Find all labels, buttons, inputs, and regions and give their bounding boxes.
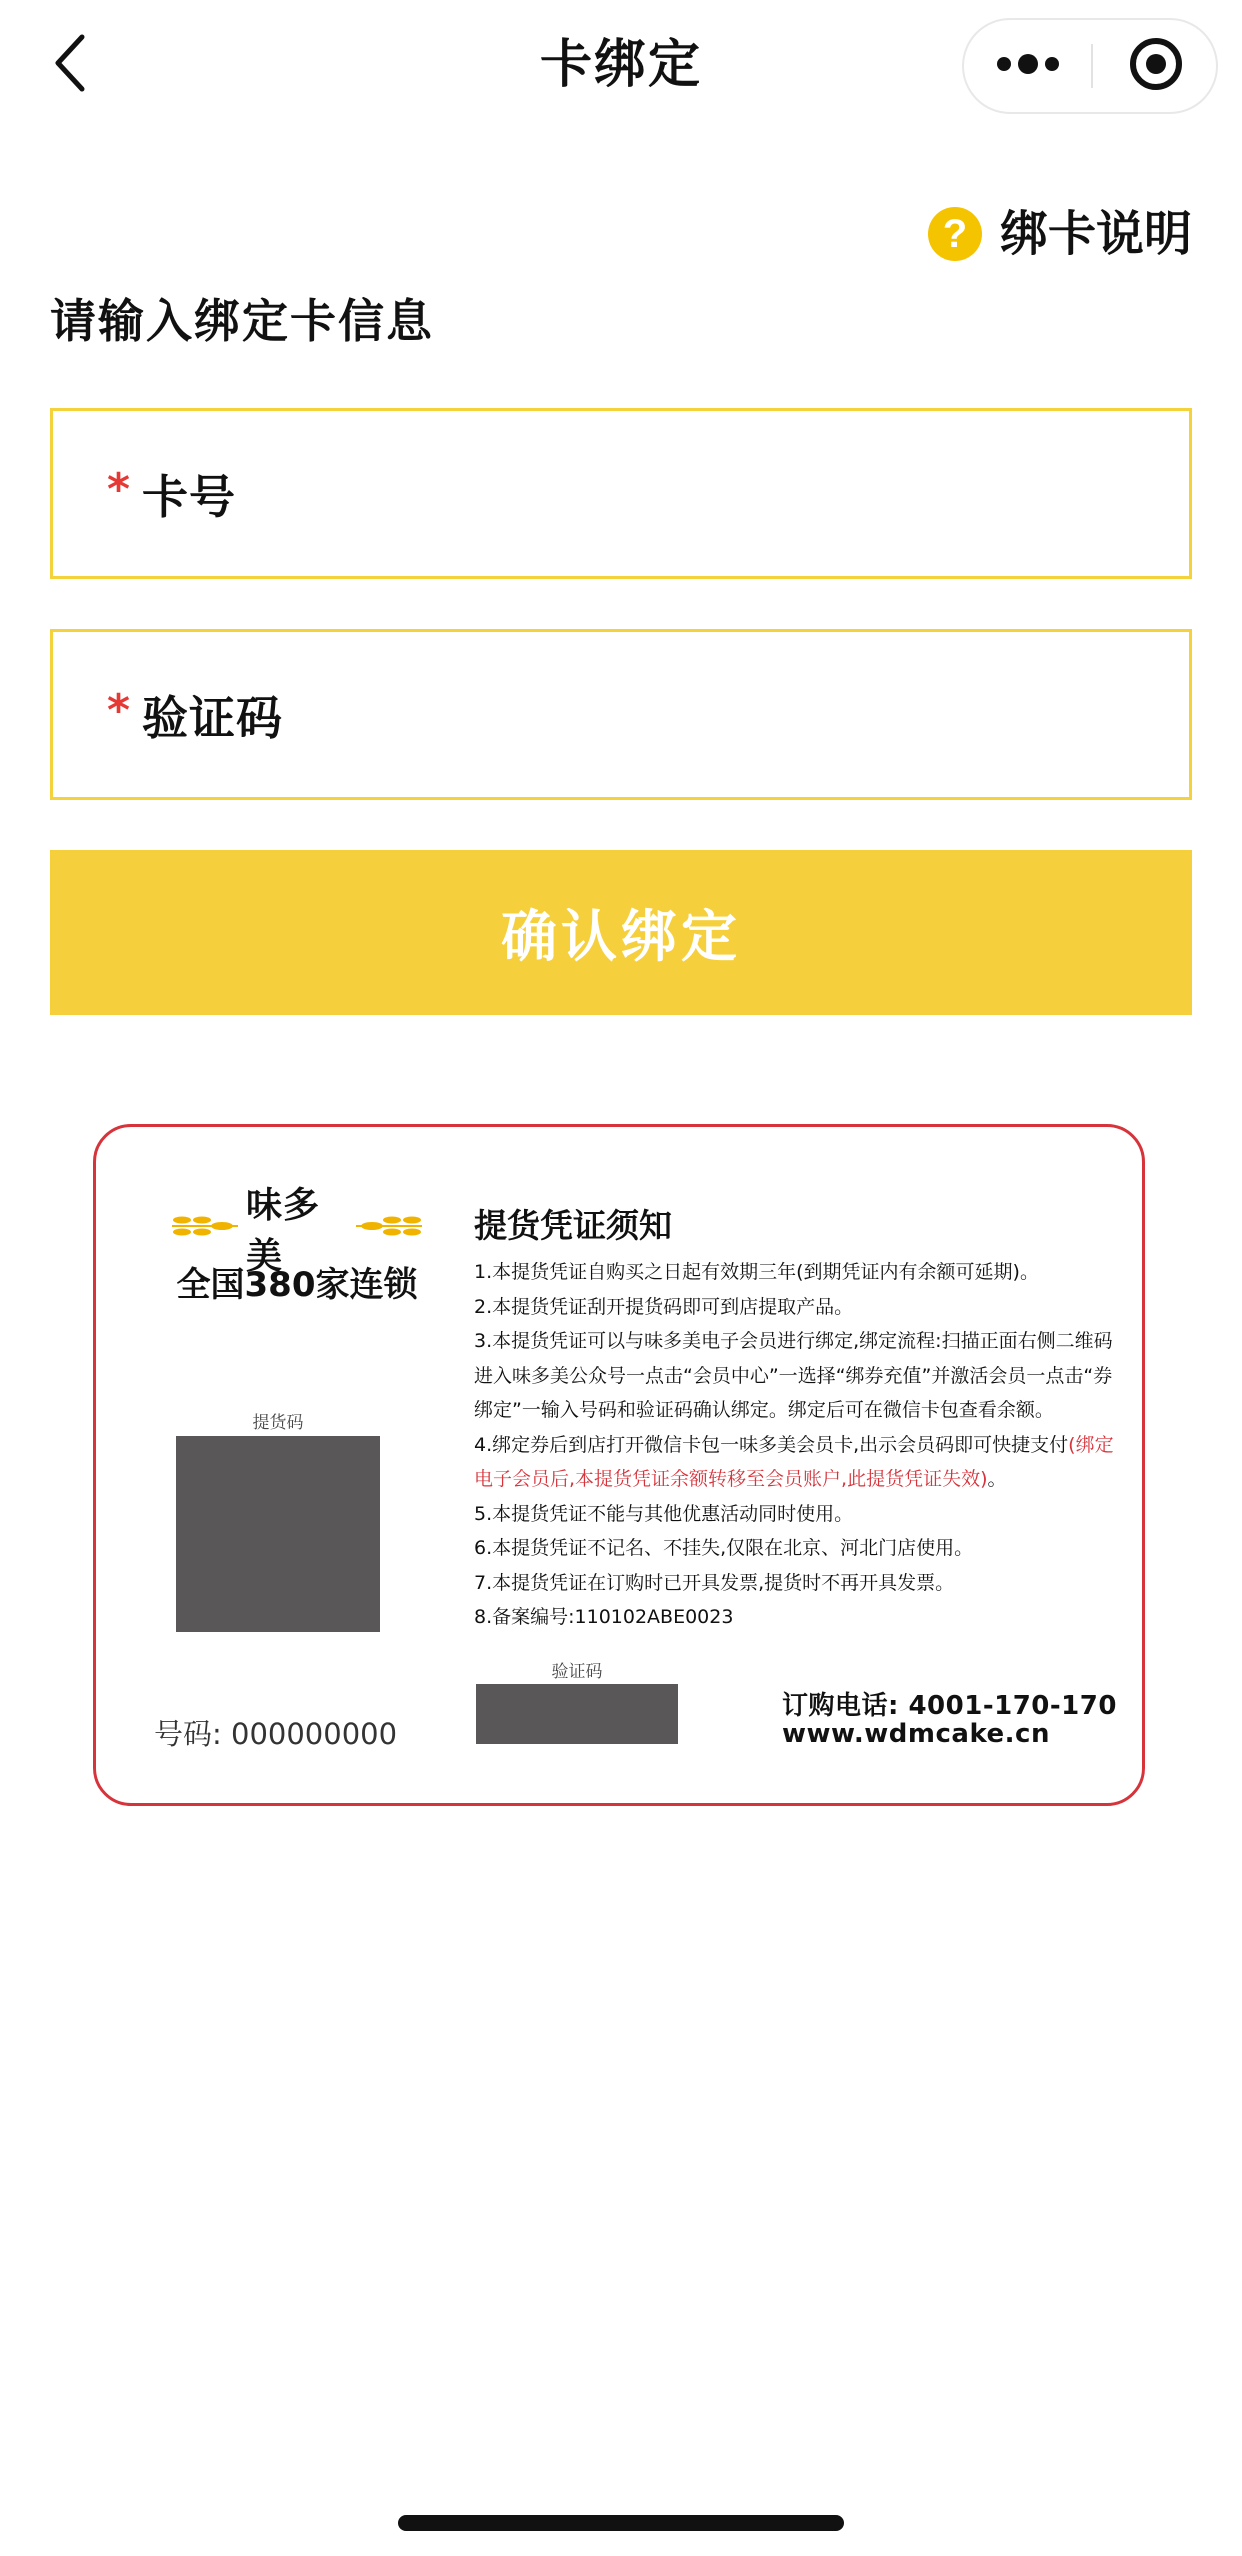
more-dots-icon — [996, 54, 1060, 78]
home-indicator[interactable] — [398, 2515, 844, 2531]
close-mini-program-button[interactable] — [1093, 20, 1218, 112]
voucher-number: 号码: 000000000 — [154, 1717, 398, 1751]
question-circle-icon: ? — [928, 207, 982, 261]
required-mark: * — [107, 684, 131, 736]
wheat-right-icon — [354, 1214, 424, 1242]
help-link-label: 绑卡说明 — [999, 206, 1192, 262]
required-mark: * — [107, 463, 131, 515]
order-phone: 订购电话: 4001-170-170 — [782, 1691, 1117, 1721]
confirm-binding-button[interactable]: 确认绑定 — [50, 850, 1192, 1015]
page-title: 卡绑定 — [539, 35, 702, 95]
notice-item-4-warning: (绑定电子会员后,本提货凭证余额转移至会员账户,此提货凭证失效) — [474, 1433, 1114, 1490]
pickup-code-scratch-area — [176, 1436, 380, 1632]
voucher-code-label: 验证码 — [551, 1662, 603, 1682]
more-button[interactable] — [964, 20, 1091, 112]
notice-item: 3.本提货凭证可以与味多美电子会员进行绑定,绑定流程:扫描正面右侧二维码进入味多美公众号一点击“会员中心”一选择“绑券充值”并激活会员一点击“券绑定”一输入号码和验证码确认绑定。绑定后可在微信卡包查看余额。 — [474, 1330, 1113, 1421]
notice-item-4 — [474, 1428, 1114, 1497]
verification-code-input[interactable] — [303, 631, 1189, 798]
card-binding-help-link[interactable] — [928, 205, 1192, 263]
wheat-left-icon — [170, 1214, 240, 1242]
verification-code-scratch-area — [476, 1684, 678, 1744]
notice-item: 6.本提货凭证不记名、不挂失,仅限在北京、河北门店使用。 — [474, 1537, 974, 1559]
form-section-title: 请输入绑定卡信息 — [50, 294, 434, 348]
card-number-field[interactable] — [50, 408, 1192, 579]
pickup-code-label: 提货码 — [252, 1413, 304, 1433]
voucher-card-sample — [93, 1124, 1145, 1806]
notice-item: 8.备案编号:110102ABE0023 — [474, 1606, 734, 1628]
mini-program-capsule — [962, 18, 1218, 114]
notice-item: 2.本提货凭证刮开提货码即可到店提取产品。 — [474, 1295, 854, 1318]
notice-item-4-text: 4.绑定券后到店打开微信卡包一味多美会员卡,出示会员码即可快捷支付 — [474, 1433, 1069, 1456]
notice-item: 5.本提货凭证不能与其他优惠活动同时使用。 — [474, 1502, 854, 1525]
card-number-input[interactable] — [256, 410, 1189, 577]
brand-name: 味多美 — [246, 1185, 321, 1277]
target-close-icon — [1128, 36, 1184, 96]
notice-item: 1.本提货凭证自购买之日起有效期三年(到期凭证内有余额可延期)。 — [474, 1261, 1039, 1283]
verification-code-field[interactable] — [50, 629, 1192, 800]
navigation-bar — [0, 0, 1242, 134]
brand-subtitle: 全国380家连锁 — [176, 1265, 418, 1305]
voucher-notice — [474, 1203, 1114, 1635]
card-number-label: 卡号 — [142, 469, 237, 524]
notice-title: 提货凭证须知 — [474, 1206, 672, 1245]
contact-info — [782, 1692, 1117, 1748]
verification-code-label: 验证码 — [142, 690, 284, 745]
brand-logo — [170, 1185, 424, 1306]
notice-item-4-end: 。 — [987, 1468, 1007, 1490]
website: www.wdmcake.cn — [782, 1719, 1050, 1749]
notice-item: 7.本提货凭证在订购时已开具发票,提货时不再开具发票。 — [474, 1571, 955, 1594]
